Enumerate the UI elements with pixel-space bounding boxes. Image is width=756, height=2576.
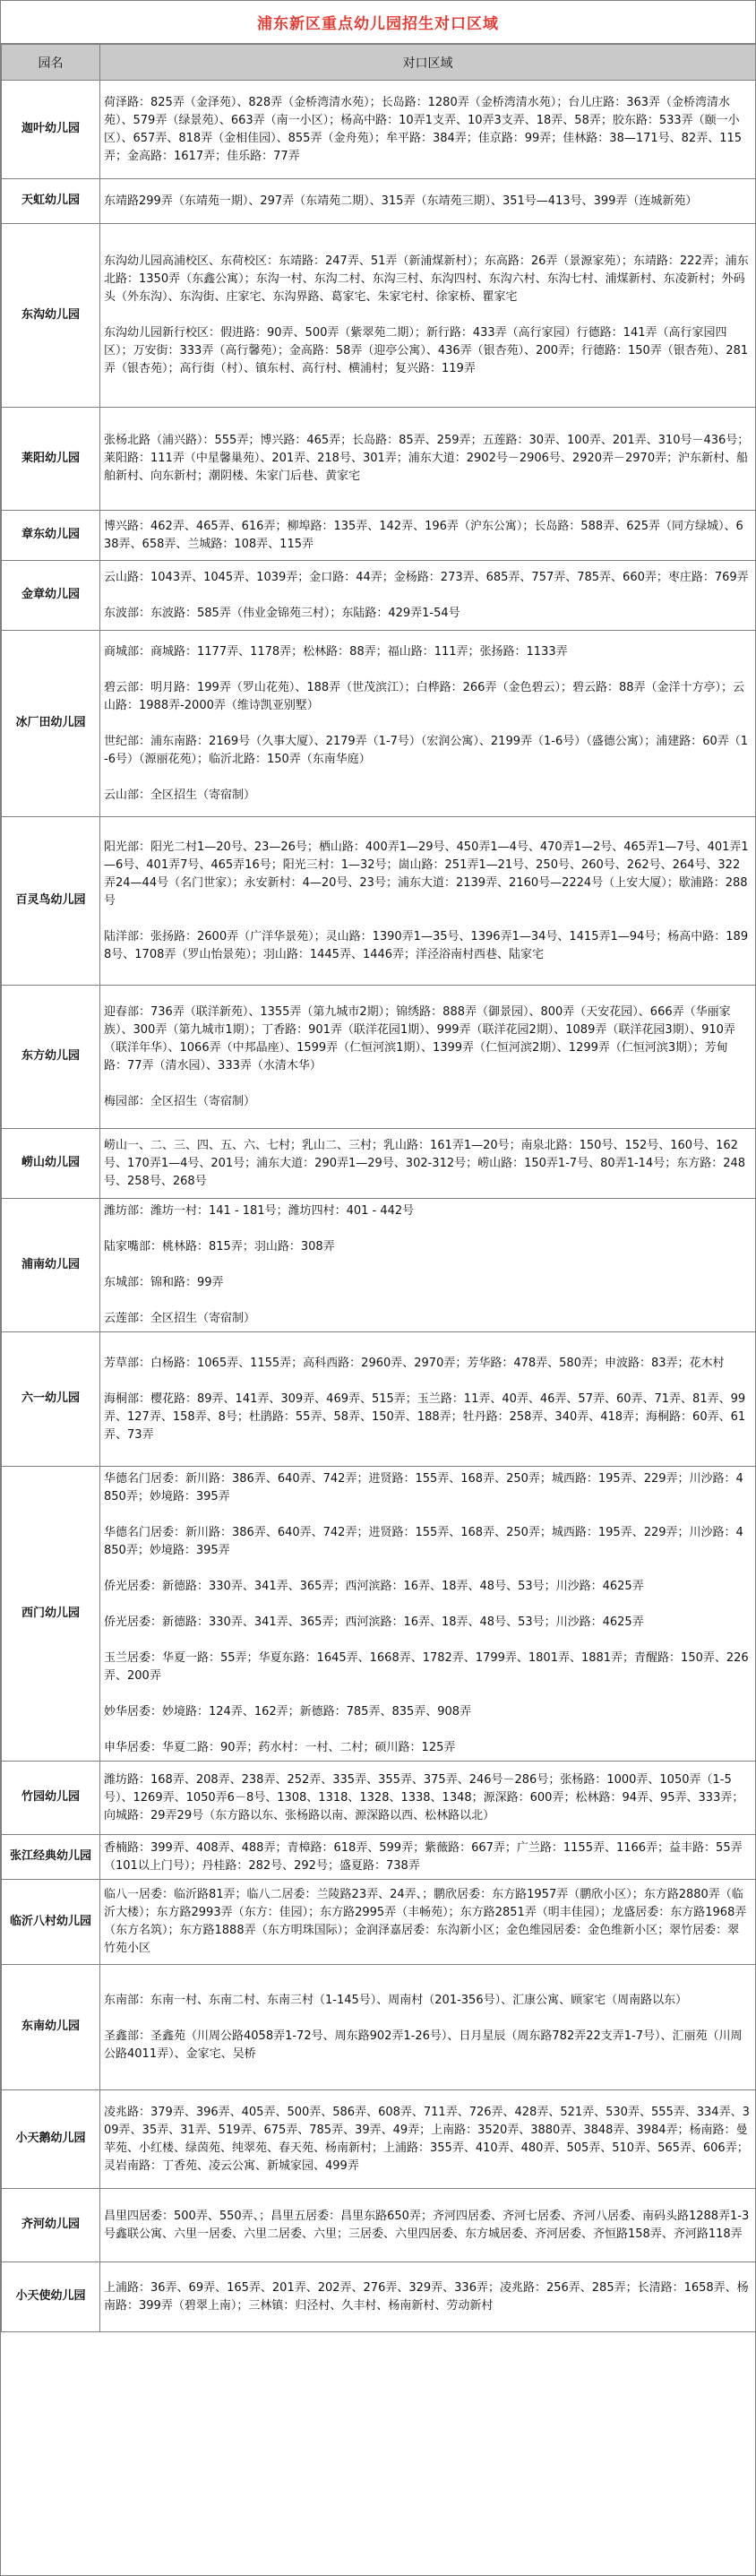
kindergarten-name: 东沟幼儿园 <box>2 224 100 408</box>
table-row <box>2 511 756 561</box>
table-row <box>2 1467 756 1762</box>
table-row <box>2 631 756 817</box>
assigned-area <box>100 81 756 179</box>
area-paragraph: 东南部：东南一村、东南二村、东南三村（1-145号）、周南村（201-356号）、汇康公寓、顾家宅（周南路以东） <box>104 1993 688 2007</box>
kindergarten-name: 崂山幼儿园 <box>2 1129 100 1199</box>
kindergarten-name: 竹园幼儿园 <box>2 1762 100 1835</box>
header-assigned-area: 对口区域 <box>100 45 756 81</box>
area-paragraph: 侨光居委：新德路：330弄、341弄、365弄；西河滨路：16弄、18弄、48号、53号；川沙路：4625弄 <box>104 1615 644 1629</box>
assigned-area <box>100 2189 756 2262</box>
table-row <box>2 2262 756 2332</box>
area-paragraph: 临八一居委：临沂路81弄；临八二居委：兰陵路23弄、24弄、；鹏欣居委：东方路1957弄（鹏欣小区）；东方路2880弄（临沂大楼）；东方路2993弄（东方：佳园）；东方路2995弄（丰畅苑）；东方路2851弄（明丰佳园）；龙盛居委：东方路1968弄（东方名筑）；东方路1888弄（东方明珠国际）；金润泽嘉居委：东沟新小区；金色维园居委：金色维新小区；翠竹居委：翠竹苑小区 <box>104 1888 747 1955</box>
area-paragraph: 东靖路299弄（东靖苑一期）、297弄（东靖苑二期）、315弄（东靖苑三期）、351号—413号、399弄（连城新苑） <box>104 194 698 208</box>
kindergarten-name: 六一幼儿园 <box>2 1332 100 1467</box>
area-paragraph: 圣鑫部：圣鑫苑（川周公路4058弄1-72号、周东路902弄1-26号）、日月星辰（周东路782弄22支弄1-7号）、汇丽苑（川周公路4011弄）、金家宅、吴桥 <box>104 2029 743 2061</box>
area-paragraph: 阳光部：阳光二村1—20号、23—26号；栖山路：400弄1—29号、450弄1—4号、470弄1—2号、465弄1—7号、401弄1—6号、401弄7号、465弄16号；阳光三村：1—32号；崮山路：251弄1—21号、250号、260号、262号、264号、322弄24—44号（名门世家）；永安新村：4—20号、23号；浦东大道：2139弄、2160号—2224号（上安大厦）；歇浦路：288号 <box>104 840 749 908</box>
assigned-area <box>100 408 756 511</box>
area-paragraph: 海桐部：樱花路：89弄、141弄、309弄、469弄、515弄；玉兰路：11弄、40弄、46弄、57弄、60弄、71弄、81弄、99弄、127弄、158弄、8号；杜鹃路：55弄、58弄、150弄、188弄；牡丹路：258弄、340弄、418弄；海桐路：60弄、61弄、73弄 <box>104 1391 746 1442</box>
area-paragraph: 昌里四居委：500弄、550弄、；昌里五居委：昌里东路650弄；齐河四居委、齐河七居委、齐河八居委、南码头路1288弄1-3号鑫联公寓、六里一居委、六里二居委、六里；三居委、六里四居委、东方城居委、齐河居委、齐恒路158弄、齐河路118弄 <box>104 2209 750 2241</box>
area-paragraph: 迎春部：736弄（联洋新苑）、1355弄（第九城市2期）；锦绣路：888弄（御景园）、800弄（天安花园）、666弄（华丽家族）、300弄（第九城市1期）；丁香路：901弄（联洋花园1期）、999弄（联洋花园2期）、1089弄（联洋花园3期）、910弄（联洋年华）、1066弄（中邦晶座）、1599弄（仁恒河滨1期）、1399弄（仁恒河滨2期）、1299弄（仁恒河滨3期）；芳甸路：77弄（清水园）、333弄（水清木华） <box>104 1004 735 1073</box>
assigned-area <box>100 631 756 817</box>
table-row <box>2 1965 756 2090</box>
assigned-area <box>100 1880 756 1965</box>
kindergarten-name: 东方幼儿园 <box>2 986 100 1129</box>
table-row <box>2 1835 756 1880</box>
area-paragraph: 玉兰居委：华夏一路：55弄；华夏东路：1645弄、1668弄、1782弄、1799弄、1801弄、1881弄；青醒路：150弄、226弄、200弄 <box>104 1651 749 1683</box>
assigned-area <box>100 1467 756 1762</box>
area-paragraph: 世纪部：浦东南路：2169号（久事大厦）、2179弄（1-7号）（宏润公寓）、2199弄（1-6号）（盛德公寓）；浦建路：60弄（1-6号）（源丽花苑）；临沂北路：150弄（东南华庭） <box>104 734 749 766</box>
table-body <box>2 81 756 2332</box>
area-paragraph: 博兴路：462弄、465弄、616弄；柳埠路：135弄、142弄、196弄（沪东公寓）；长岛路：588弄、625弄（同方绿城）、638弄、658弄、兰城路：108弄、115弄 <box>104 519 743 551</box>
assigned-area <box>100 1129 756 1199</box>
assigned-area <box>100 1965 756 2090</box>
table-row <box>2 408 756 511</box>
assigned-area <box>100 986 756 1129</box>
area-paragraph: 上浦路：36弄、69弄、165弄、201弄、202弄、276弄、329弄、336弄；凌兆路：256弄、285弄；长清路：1658弄、杨南路：399弄（碧翠上南）；三林镇：归泾村、久丰村、杨南新村、劳动新村 <box>104 2280 749 2313</box>
area-paragraph: 华德名门居委：新川路：386弄、640弄、742弄；进贤路：155弄、168弄、250弄；城西路：195弄、229弄；川沙路：4850弄；妙境路：395弄 <box>104 1526 743 1557</box>
area-paragraph: 陆家嘴部：桃林路：815弄；羽山路：308弄 <box>104 1240 335 1254</box>
area-paragraph: 芳草部：白杨路：1065弄、1155弄；高科西路：2960弄、2970弄；芳华路：478弄、580弄；申波路：83弄；花木村 <box>104 1356 725 1370</box>
area-paragraph: 崂山一、二、三、四、五、六、七村；乳山二、三村；乳山路：161弄1—20号；南泉北路：150号、152号、160号、162号、170弄1—4号、201号；浦东大道：290弄1—29号、302-312号；崂山路：150弄1-7号、80弄1-14号；东方路：248号、258号、268号 <box>104 1138 746 1188</box>
area-paragraph: 侨光居委：新德路：330弄、341弄、365弄；西河滨路：16弄、18弄、48号、53号；川沙路：4625弄 <box>104 1580 644 1593</box>
kindergarten-name: 章东幼儿园 <box>2 511 100 561</box>
table-row <box>2 224 756 408</box>
table-row <box>2 1880 756 1965</box>
assigned-area <box>100 817 756 986</box>
enrollment-table <box>1 44 756 2332</box>
area-paragraph: 碧云部：明月路：199弄（罗山花苑）、188弄（世茂滨江）；白桦路：266弄（金色碧云）；碧云路：88弄（金洋十方亭）；云山路：1988弄-2000弄（维诗凯亚别墅） <box>104 680 744 712</box>
kindergarten-name: 临沂八村幼儿园 <box>2 1880 100 1965</box>
assigned-area <box>100 2262 756 2332</box>
kindergarten-name: 冰厂田幼儿园 <box>2 631 100 817</box>
assigned-area <box>100 1762 756 1835</box>
table-row <box>2 1199 756 1332</box>
kindergarten-name: 东南幼儿园 <box>2 1965 100 2090</box>
header-kindergarten-name: 园名 <box>2 45 100 81</box>
area-paragraph: 云山部：全区招生（寄宿制） <box>104 788 256 802</box>
table-row <box>2 2189 756 2262</box>
table-row <box>2 1129 756 1199</box>
kindergarten-name: 浦南幼儿园 <box>2 1199 100 1332</box>
assigned-area <box>100 179 756 224</box>
area-paragraph: 荷泽路：825弄（金泽苑）、828弄（金桥湾清水苑）；长岛路：1280弄（金桥湾清水苑）；台儿庄路：363弄（金桥湾清水苑）、579弄（绿景苑）、663弄（南一小区）；杨高中路：10弄1支弄、10弄3支弄、18弄、58弄；胶东路：533弄（颐一小区）、657弄、818弄（金相佳园）、855弄（金舟苑）；牟平路：384弄；佳京路：99弄；佳林路：38—171号、82弄、115弄；金高路：1617弄；佳乐路：77弄 <box>104 95 743 163</box>
kindergarten-name: 小天使幼儿园 <box>2 2262 100 2332</box>
area-paragraph: 东沟幼儿园新行校区：假进路：90弄、500弄（紫翠苑二期）；新行路：433弄（高行家园）行德路：141弄（高行家园四区）；万安街：333弄（高行馨苑）；金高路：58弄（迎亭公寓）、436弄（银杏苑）、200弄；行德路：150弄（银杏苑）、281弄（银杏苑）；高行街（村）、镇东村、高行村、横浦村；复兴路：119弄 <box>104 326 749 375</box>
area-paragraph: 梅园部：全区招生（寄宿制） <box>104 1094 256 1108</box>
area-paragraph: 申华居委：华夏二路：90弄；药水村：一村、二村；硕川路：125弄 <box>104 1741 456 1754</box>
kindergarten-name: 齐河幼儿园 <box>2 2189 100 2262</box>
kindergarten-name: 小天鹅幼儿园 <box>2 2090 100 2189</box>
area-paragraph: 东沟幼儿园高浦校区、东荷校区：东靖路：247弄、51弄（新浦煤新村）；东高路：26弄（景源家苑）；东靖路：222弄；浦东北路：1350弄（东鑫公寓）；东沟一村、东沟二村、东沟三村、东沟四村、东沟六村、东沟七村、浦煤新村、东凌新村；外码头（外东沟）、东沟街、庄家宅、东沟界路、葛家宅、朱家宅村、徐家桥、瞿家宅 <box>104 254 749 304</box>
kindergarten-name: 天虹幼儿园 <box>2 179 100 224</box>
area-paragraph: 东波部：东波路：585弄（伟业金锦苑三村）；东陆路：429弄1-54号 <box>104 606 460 620</box>
kindergarten-name: 百灵鸟幼儿园 <box>2 817 100 986</box>
area-paragraph: 香楠路：399弄、408弄、488弄；青樟路：618弄、599弄；紫薇路：667弄；广兰路：1155弄、1166弄；益丰路：55弄（101以上门号）；丹桂路：282号、292号；盛夏路：738弄 <box>104 1840 743 1873</box>
area-paragraph: 潍坊路：168弄、208弄、238弄、252弄、335弄、355弄、375弄、246号－286号；张杨路：1000弄、1050弄（1-5号）、1269弄、1050弄6－8号、1308、1318、1328、1338、1348；源深路：600弄；松林路：94弄、95弄、333弄；向城路：29弄29号（东方路以东、张杨路以南、源深路以西、松林路以北） <box>104 1772 744 1822</box>
page-title: 浦东新区重点幼儿园招生对口区域 <box>1 1 755 44</box>
table-header-row <box>2 45 756 81</box>
kindergarten-name: 西门幼儿园 <box>2 1467 100 1762</box>
table-row <box>2 81 756 179</box>
assigned-area <box>100 561 756 631</box>
table-row <box>2 179 756 224</box>
area-paragraph: 凌兆路：379弄、396弄、405弄、500弄、586弄、608弄、711弄、726弄、428弄、521弄、530弄、555弄、334弄、309弄、35弄、31弄、519弄、675弄、785弄、39弄、49弄；上南路：3520弄、3880弄、3848弄、3984弄；杨南路：曼苹苑、小红楼、绿茵苑、纯翠苑、春天苑、杨南新村；上浦路：355弄、410弄、480弄、505弄、510弄、565弄、606弄；灵岩南路：丁香苑、凌云公寓、新城家园、499弄 <box>104 2105 750 2173</box>
table-row <box>2 1762 756 1835</box>
table-row <box>2 561 756 631</box>
table-row <box>2 2090 756 2189</box>
kindergarten-name: 张江经典幼儿园 <box>2 1835 100 1880</box>
table-row <box>2 1332 756 1467</box>
assigned-area <box>100 1199 756 1332</box>
kindergarten-name: 迦叶幼儿园 <box>2 81 100 179</box>
assigned-area <box>100 224 756 408</box>
table-row <box>2 817 756 986</box>
area-paragraph: 妙华居委：妙境路：124弄、162弄；新德路：785弄、835弄、908弄 <box>104 1705 472 1719</box>
area-paragraph: 潍坊部：潍坊一村：141 - 181号；潍坊四村：401 - 442号 <box>104 1204 415 1218</box>
kindergarten-name: 莱阳幼儿园 <box>2 408 100 511</box>
kindergarten-name: 金章幼儿园 <box>2 561 100 631</box>
area-paragraph: 张杨北路（浦兴路）：555弄；博兴路：465弄；长岛路：85弄、259弄；五莲路：30弄、100弄、201弄、310号－436号；莱阳路：111弄（中星馨巢苑）、201弄、218号、301弄；浦东大道：2902号－2906号、2920弄－2970弄；沪东新村、船舶新村、向东新村；潮阴楼、朱家门后巷、黄家宅 <box>104 434 750 483</box>
area-paragraph: 东城部：锦和路：99弄 <box>104 1276 224 1289</box>
area-paragraph: 云山路：1043弄、1045弄、1039弄；金口路：44弄；金杨路：273弄、685弄、757弄、785弄、660弄；枣庄路：769弄 <box>104 570 749 584</box>
area-paragraph: 云莲部：全区招生（寄宿制） <box>104 1312 256 1325</box>
assigned-area <box>100 1332 756 1467</box>
assigned-area <box>100 2090 756 2189</box>
area-paragraph: 华德名门居委：新川路：386弄、640弄、742弄；进贤路：155弄、168弄、250弄；城西路：195弄、229弄；川沙路：4850弄；妙境路：395弄 <box>104 1472 743 1503</box>
assigned-area <box>100 1835 756 1880</box>
table-row <box>2 986 756 1129</box>
area-paragraph: 陆洋部：张扬路：2600弄（广洋华景苑）；灵山路：1390弄1—35号、1396弄1—34号、1415弄1—94号；杨高中路：1898号、1708弄（罗山怡景苑）；羽山路：1445弄、1446弄；洋泾浴南村西巷、陆家宅 <box>104 929 749 961</box>
assigned-area <box>100 511 756 561</box>
area-paragraph: 商城部：商城路：1177弄、1178弄；松林路：88弄；福山路：111弄；张扬路：1133弄 <box>104 644 568 659</box>
